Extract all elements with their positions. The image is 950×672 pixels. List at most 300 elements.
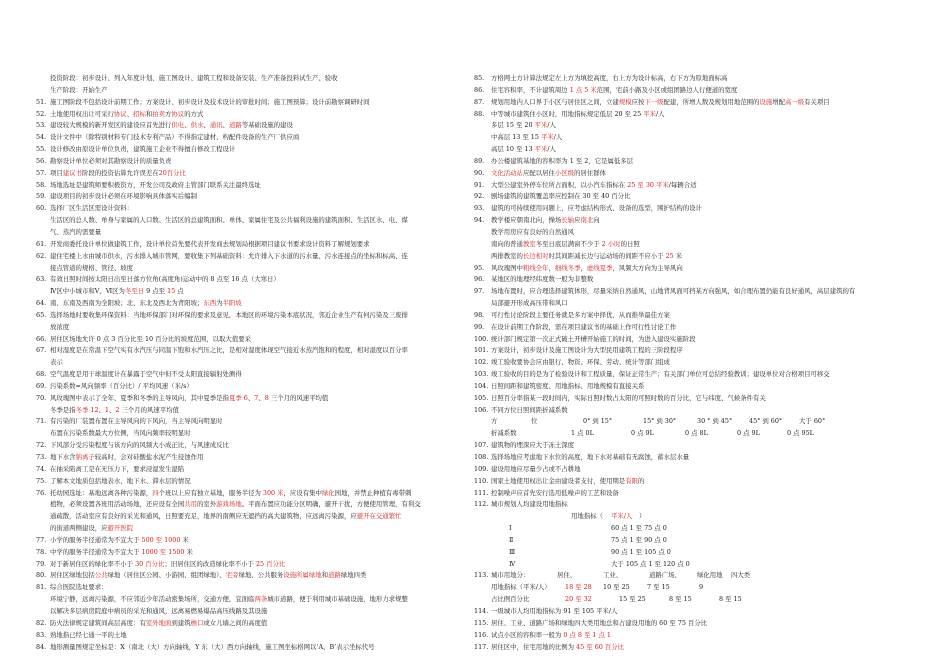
line-text: 为 <box>216 299 223 308</box>
left-column <box>36 73 456 653</box>
line-text: 表示 <box>50 358 63 367</box>
line-text: 投资阶段：初步设计、列入年度计划、施工图设计、建筑工程和设备安装、生产准备投料试生产、验收 <box>50 74 338 82</box>
line-text: 等基础设施的建设 <box>241 121 293 130</box>
text-line <box>36 488 456 500</box>
line-text: 开发商委托设计单位做建筑工作，设计单位首先要代表开发商去规划局根据项目建议书要求设计资料了解规划要求 <box>50 239 370 248</box>
table-cell: 30 ° 到 45° <box>697 417 733 426</box>
line-text: 地形测量图规定坐标是：X（南北（大）方向轴线，Y 东（大）西方向轴线，施工图坐标格网以‘A、B’表示坐标代号 <box>50 642 375 651</box>
text-line <box>36 263 456 275</box>
line-text: 设计修改由原设计单位负责，建筑施工企业不得擅自修改工程设计 <box>50 145 236 154</box>
highlighted-text: 游戏场地 <box>216 500 242 509</box>
line-text: 有关项目 <box>804 97 830 106</box>
line-text: 竣工验收要协会应由银行、物资、环保、劳动、统计等部门组成 <box>491 358 670 367</box>
text-line <box>36 191 456 203</box>
item-number: 90. <box>474 168 485 177</box>
item-number: 88. <box>474 109 485 118</box>
item-number: 56. <box>36 156 47 165</box>
line-text: 的室外 <box>196 500 217 509</box>
text-line <box>474 239 924 251</box>
table-cell: 位 <box>531 417 538 426</box>
line-text: 地下水含 <box>50 453 76 461</box>
highlighted-text: 道路 <box>228 121 242 130</box>
text-line <box>474 357 924 369</box>
table-cell: 9 <box>699 583 704 592</box>
text-line <box>36 393 456 405</box>
line-text: 中学的服务半径通常为不宜大于 <box>50 547 142 556</box>
highlighted-text: 8 <box>264 393 269 402</box>
text-line <box>36 286 456 298</box>
item-number: 94. <box>474 216 485 225</box>
line-text: 南、东南及西南为全阳坡；北、东北及西北为背阳坡； <box>50 299 204 308</box>
table-cell: 0 点 8L <box>685 429 708 438</box>
text-line <box>474 286 924 298</box>
highlighted-text: 虚线夏季 <box>586 263 613 272</box>
line-text: 增配 <box>772 97 785 106</box>
line-text: 住宅容积率，不计建筑周边 <box>491 85 570 94</box>
line-text: 试点小区的容积率一般为 <box>491 630 564 639</box>
line-text: 米 <box>180 535 189 544</box>
text-line <box>36 570 456 582</box>
highlighted-text: 共用 <box>184 500 197 509</box>
line-text: 的日照 <box>620 239 640 248</box>
item-number: 53. <box>36 121 47 130</box>
highlighted-text: 通讯 <box>209 121 223 130</box>
item-number: 112. <box>474 500 489 509</box>
table-cell: Ⅳ <box>509 559 516 568</box>
highlighted-text: 长轴 <box>561 216 575 225</box>
item-number: 92. <box>474 192 485 201</box>
table-cell: 道路广场、 <box>649 571 681 580</box>
line-text: 建筑的可持续使用问题上，应考虑结构形式、设备的选型，围护结构的设计 <box>491 204 702 213</box>
line-text: 局部避开形成高压带和风口 <box>491 299 568 308</box>
item-number: 83. <box>36 630 47 639</box>
text-line <box>474 215 924 227</box>
highlighted-text: 高一级 <box>784 97 805 106</box>
highlighted-text: 夏季 <box>228 393 242 402</box>
highlighted-text: 平米 <box>643 109 656 118</box>
line-text: 下风部分受污染程度与该方向的风频大小成正比，与风速成反比 <box>50 441 229 450</box>
line-text: 方案设计，初步设计及施工图设计为大型民用建筑工程的三阶段程序 <box>491 346 683 355</box>
line-text: 植物，必须设置各班用活动场地，还应设有全园 <box>50 500 185 509</box>
text-line <box>474 251 924 263</box>
line-text: /每辆合适 <box>668 180 697 189</box>
table-cell: 折减系数 <box>491 429 517 438</box>
table-cell: 0 点 9L <box>631 429 654 438</box>
highlighted-text: 避开在交通繁忙 <box>356 512 402 521</box>
line-text: 空气温度是用干球温度计在暴露于空气中但不受太阳直接辐射处测得 <box>50 370 242 379</box>
line-text: 。平面布置应功能分区明确，避开干扰，方便使用管理，有利交 <box>241 500 421 509</box>
line-text: 项目 <box>50 168 63 177</box>
line-text: 居住区中，住宅用地的比例为 <box>491 642 577 651</box>
line-text: 绿地（居住区公园、小游园、组团绿地）、 <box>107 571 226 580</box>
line-text: /人 <box>655 109 665 118</box>
text-line <box>36 499 456 511</box>
highlighted-text: 供电 <box>171 121 185 130</box>
line-text: 三个月的风速平均值 <box>119 405 179 414</box>
item-number: 87. <box>474 97 485 106</box>
item-number: 59. <box>36 192 47 201</box>
text-line <box>474 570 924 582</box>
highlighted-text: 避开医院 <box>107 524 134 533</box>
line-text: 选择场地应考虑地下水位的高度，地下水对基础有无腐蚀，蓄水层水量 <box>491 453 690 461</box>
text-line <box>36 357 456 369</box>
highlighted-text: 25 百分比 <box>255 559 286 568</box>
line-text: 教学楼应朝南北向，操场 <box>491 216 562 225</box>
line-text: 、 <box>108 405 116 414</box>
line-text: 布置在污染系数最大方位侧，当风向频率较明显时 <box>50 429 191 438</box>
text-line <box>36 452 456 464</box>
item-number: 101. <box>474 346 489 355</box>
text-line <box>474 369 924 381</box>
table-cell: 60 点 1 至 75 点 0 <box>611 524 667 533</box>
line-text: 居住区绿地包括 <box>50 571 95 580</box>
line-text: 三个月的风速平均值 <box>268 393 329 402</box>
line-text: 风玫瑰图中 <box>491 263 523 272</box>
table-cell: 8 至 15 <box>669 595 692 604</box>
line-text: 有效日照时间按太阳日出至日落方位角(高度角)运动中的 8 点至 16 点（大寒日） <box>50 275 280 284</box>
item-number: 105. <box>474 393 489 402</box>
highlighted-text: 设施 <box>759 97 773 106</box>
text-line <box>36 476 456 488</box>
line-text: 建筑物的埋深应大于冻土深度 <box>491 441 575 450</box>
text-line <box>36 630 456 642</box>
item-number: 106. <box>474 405 489 414</box>
line-text: 选择场地时要收集环保资料：当地环保部门对环保的要求及意见，本地区的环境污染本底状况，邻近企业生产有何污染及三废排 <box>50 310 408 319</box>
text-line <box>36 310 456 322</box>
line-text: 控制噪声应首先安行选用低噪声的工艺和设备 <box>491 488 619 497</box>
line-text: Ⅳ区中小城市和Ⅴ、Ⅵ区为 <box>50 287 125 296</box>
line-text: ， <box>580 263 587 272</box>
item-number: 51. <box>36 97 47 106</box>
line-text: 土地使用权出让可采行 <box>50 109 114 118</box>
line-text: 米 <box>673 251 683 260</box>
item-number: 52. <box>36 109 47 118</box>
line-text: 9 点至 <box>144 287 168 296</box>
line-text: 综合医院选址要求： <box>50 583 108 592</box>
table-cell: Ⅰ <box>509 524 512 533</box>
line-text: 生活区的总人数、单身与家属的人口数、生活区的总建筑面积、单体、家属住宅及公共福利设施的建筑面积、生活区水、电、煤 <box>50 216 408 225</box>
text-line <box>474 227 924 239</box>
item-number: 71. <box>36 417 47 426</box>
table-cell: 18 至 28 <box>565 583 592 592</box>
highlighted-text: 平米 <box>534 121 548 130</box>
text-line <box>36 334 456 346</box>
line-text: 设计文件中（除特别材料专门技术专利产品）不得指定建材、构配件设备的生产厂供应商 <box>50 133 300 142</box>
line-text: 在抽采陷离工是在无压力下，要求浸湿发生湿陷 <box>50 464 185 473</box>
item-number: 75. <box>36 476 47 485</box>
item-number: 67. <box>36 346 47 355</box>
text-line <box>474 73 924 85</box>
line-text: 向 <box>593 216 600 225</box>
item-number: 77. <box>36 535 47 544</box>
highlighted-text: 45 至 60 百分比 <box>576 642 625 651</box>
line-text: 冬至日底层满窗不少于 <box>535 239 602 248</box>
item-number: 111. <box>474 488 489 497</box>
text-line <box>474 298 924 310</box>
text-line <box>36 132 456 144</box>
text-line <box>36 203 456 215</box>
text-line <box>36 642 456 654</box>
line-text: /人 <box>547 145 556 154</box>
text-line <box>36 559 456 571</box>
text-line <box>36 97 456 109</box>
highlighted-text: 道路 <box>328 571 341 580</box>
text-line <box>36 322 456 334</box>
table-cell: 0° 到 15° <box>583 417 613 426</box>
highlighted-text: 平米 <box>534 145 548 154</box>
highlighted-text: 冬至日 <box>124 287 145 296</box>
line-text: 建住宅楼上水由城市供水，污水排入城市管网，要收集下列基础资料：允许排入下水道的污水量、污水连接点的坐标和标高、连 <box>50 251 408 260</box>
highlighted-text: 绿化 <box>321 488 335 497</box>
text-line <box>474 263 924 275</box>
highlighted-text: 宅旁 <box>225 571 239 580</box>
item-number: 68. <box>36 370 47 379</box>
line-text: 、 <box>98 405 105 414</box>
highlighted-text: 长边相对 <box>522 251 549 260</box>
item-number: 57. <box>36 168 47 177</box>
text-line <box>474 606 924 618</box>
item-number: 97. <box>474 287 485 296</box>
text-line <box>36 369 456 381</box>
text-line <box>36 180 456 192</box>
table-cell: 工业、 <box>603 571 623 580</box>
highlighted-text: 教室 <box>522 239 536 248</box>
line-text: 建设项目的初步设计必须在环境影响具体落实后编制 <box>50 192 197 201</box>
highlighted-text: 1000 至 1500 <box>141 547 185 556</box>
text-line <box>36 523 456 535</box>
item-number: 82. <box>36 618 47 627</box>
line-text: 到建筑 <box>171 618 191 627</box>
table-cell: 平米/人 <box>611 512 633 521</box>
line-text: 污染系数=风向频率（百分比）/ 平均风速（米/s） <box>50 381 193 390</box>
text-line <box>36 618 456 630</box>
table-cell: 四大类 <box>731 571 751 580</box>
line-text: 熟地指已经七通一平的土地 <box>50 630 127 639</box>
line-text: 绿地四类 <box>340 571 367 580</box>
highlighted-text: 小区级 <box>554 168 575 177</box>
text-line <box>36 416 456 428</box>
text-line <box>36 428 456 440</box>
line-text: 场地选址是建筑师要积极资方，开发公司及政府主管部门联系关注最终选址 <box>50 180 261 189</box>
text-line <box>36 85 456 97</box>
text-line <box>36 464 456 476</box>
table-cell: 0 点 9L <box>737 429 760 438</box>
item-number: 72. <box>36 441 47 450</box>
text-line <box>474 476 924 488</box>
highlighted-text: 细线冬季 <box>554 263 581 272</box>
table-cell: 占比例百分比 <box>491 595 530 604</box>
line-text: ， <box>548 263 555 272</box>
text-line <box>474 322 924 334</box>
line-text: 了解本文地质包括地表水、地下水、滞水层的情况 <box>50 476 191 485</box>
item-number: 117. <box>474 642 489 651</box>
table-cell: 15° 到 30° <box>643 417 677 426</box>
text-line <box>474 203 924 215</box>
highlighted-text: 25 至 30 平米 <box>627 180 669 189</box>
line-text: 的街道两侧建设，应 <box>50 524 108 533</box>
line-text: 、 <box>258 393 265 402</box>
line-text: 或女儿墙之间的高度值 <box>203 618 268 627</box>
line-text: 竣工验收的目的是为了检验设计和工程质量，保证正常生产；有关部门单位可总结经验教训；建设单位对合格项目可移交 <box>491 370 830 379</box>
item-number: 80. <box>36 571 47 580</box>
text-line <box>474 464 924 476</box>
item-number: 104. <box>474 381 489 390</box>
item-number: 61. <box>36 239 47 248</box>
text-line <box>474 345 924 357</box>
highlighted-text: 1 <box>104 405 109 414</box>
table-cell: 1 点 0L <box>571 429 594 438</box>
text-line <box>474 618 924 630</box>
text-line <box>474 547 924 559</box>
text-line <box>474 416 924 428</box>
text-line <box>36 606 456 618</box>
text-line <box>36 274 456 286</box>
highlighted-text: 20百分比 <box>158 168 186 177</box>
highlighted-text: 协议 <box>171 109 185 118</box>
text-line <box>474 428 924 440</box>
highlighted-text: 钠离子 <box>75 453 95 461</box>
highlighted-text: 2 <box>115 405 120 414</box>
text-line <box>474 440 924 452</box>
line-text: 施工图阶段不包括设计前期工作；方案设计、初步设计及技术设计的审批时间；施工图预算；设计前勘察调研时间 <box>50 97 370 106</box>
text-line <box>36 547 456 559</box>
text-line <box>36 239 456 251</box>
line-text: 、 <box>126 109 134 118</box>
line-text: 较高时，会对硅酸盐水泥产生侵蚀作用 <box>94 453 204 461</box>
item-number: 95. <box>474 263 485 272</box>
text-line <box>474 274 924 286</box>
text-line <box>36 144 456 156</box>
line-text: 、 <box>203 121 210 130</box>
table-cell: 20 至 32 <box>565 595 592 604</box>
text-line <box>474 511 924 523</box>
highlighted-text: 拍卖 <box>152 109 166 118</box>
line-text: 某地区的地理经纬度数一般为非整数 <box>491 275 594 284</box>
text-line <box>36 109 456 121</box>
item-number: 103. <box>474 370 489 379</box>
highlighted-text: 室外地面 <box>145 618 172 627</box>
table-cell: 7 至 15 <box>647 583 670 592</box>
table-cell: Ⅲ <box>509 547 516 556</box>
line-text: 方格网土方计算法规定左上方为填挖高度，右上方为设计标高，右下方为原地面标高 <box>491 74 728 82</box>
line-text: 以解决多层病房院庭中病员的采光和通风，远离易燃易爆品高压线路及其设施 <box>50 606 268 615</box>
table-cell: 10 至 25 <box>603 583 630 592</box>
text-line <box>36 345 456 357</box>
line-text: 两排教室的 <box>491 251 523 260</box>
highlighted-text: 檐口 <box>190 618 204 627</box>
item-number: 79. <box>36 559 47 568</box>
text-line <box>474 85 924 97</box>
line-text: 有污染的厂装置布置在主导风向的下风向，当主导风向明显时 <box>50 417 223 426</box>
line-text: 可行性讨论阶段主要任务就是多方案中择优，从而推举最佳方案 <box>491 310 670 319</box>
item-number: 99. <box>474 322 485 331</box>
line-text: /人 <box>547 121 556 130</box>
text-line <box>474 120 924 132</box>
text-line <box>36 120 456 132</box>
highlighted-text: 供水 <box>190 121 204 130</box>
line-text: 个班以上应有独立基地，服务半径为 <box>158 488 263 497</box>
table-cell: Ⅱ <box>509 535 514 544</box>
text-line <box>474 381 924 393</box>
line-text: 一级城市人均用地指标为 91 至 105 平米/人 <box>491 606 618 615</box>
item-number: 110. <box>474 476 489 485</box>
line-text: 居住区场地允许 0 点 3 百分比至 10 百分比的坡度范围，以取大值要采 <box>50 334 251 343</box>
highlighted-text: 15 <box>167 287 176 296</box>
text-line <box>36 535 456 547</box>
highlighted-text: 500 至 1000 <box>141 535 181 544</box>
highlighted-text: 半阳坡 <box>222 299 242 308</box>
line-text: 剧场建筑的建筑覆盖率应控制在 30 至 40 百分比 <box>491 192 631 201</box>
highlighted-text: 招标 <box>133 109 146 118</box>
line-text: 南向的普通 <box>491 239 523 248</box>
line-text: 通疏散，活动室应有良好的采光和通风，日照要充足，地界的南侧应无遮挡的高大建筑物，应远离污染源，应 <box>50 512 357 521</box>
line-text: 居住、工业、道路广场和绿地四大类用地总和占建设用地的 60 至 75 百分比 <box>491 618 708 627</box>
line-text: ；旧居住区的改造绿化率不小于 <box>164 559 256 568</box>
line-text: 不同方位日照间距折减系数 <box>491 405 568 414</box>
text-line <box>474 191 924 203</box>
line-text: 方 <box>165 109 172 118</box>
text-line <box>36 511 456 523</box>
table-cell: 90 点 1 至 105 点 0 <box>611 547 671 556</box>
line-text: 选择厂区生活区需设计资料： <box>50 204 134 213</box>
table-cell: 绿化用地 <box>697 571 723 580</box>
item-number: 76. <box>36 488 47 497</box>
line-text: 米 <box>184 547 193 556</box>
item-number: 113. <box>474 571 489 580</box>
line-text: 教学用房应有良好的自然通风 <box>491 227 575 236</box>
item-number: 55. <box>36 145 47 154</box>
text-line <box>474 334 924 346</box>
item-number: 85. <box>474 74 485 82</box>
highlighted-text: 冬季 12 <box>75 405 99 414</box>
line-text: 阶段的投资估算允许误差在 <box>81 168 159 177</box>
item-number: 108. <box>474 453 489 461</box>
item-number: 84. <box>36 642 47 651</box>
table-cell: 城市用地分： <box>491 571 530 580</box>
line-text: 、 <box>184 121 191 130</box>
text-line <box>36 582 456 594</box>
line-text: 对于新居住区的绿化率不小于 <box>50 559 136 568</box>
text-line <box>474 582 924 594</box>
line-text: 办公楼建筑基地的容积率为 1 至 2，它是属低多层 <box>491 156 634 165</box>
item-number: 65. <box>36 310 47 319</box>
line-text: 环境宁静，远离污染源，不应邻近少年活动密集场所，交通方便，宜面临 <box>50 595 255 604</box>
highlighted-text: 25 <box>665 251 674 260</box>
item-number: 63. <box>36 275 47 284</box>
text-line <box>474 499 924 511</box>
text-line <box>474 132 924 144</box>
table-cell: 0 点 95L <box>787 429 814 438</box>
text-line <box>474 559 924 571</box>
text-line <box>36 594 456 606</box>
line-text: ，风频大方向为主导风向 <box>612 263 683 272</box>
text-line <box>36 227 456 239</box>
highlighted-text: 6 <box>243 393 248 402</box>
highlighted-text: 南北 <box>580 216 594 225</box>
line-text: 统计部门规定第一次正式破土开槽开始施工的时间，为进入建设实施阶段 <box>491 334 696 343</box>
line-text: 大型公建室外停车位所占面积，以小汽车指标在 <box>491 180 628 189</box>
text-line <box>474 630 924 642</box>
table-cell: 用地指标（ <box>571 512 603 521</box>
line-text: 和 <box>145 109 153 118</box>
item-number: 66. <box>36 334 47 343</box>
line-text: 日照间距和建筑密度、用地指标、用地规模有直接关系 <box>491 381 645 390</box>
item-number: 62. <box>36 251 47 260</box>
line-text: ，应设有集中 <box>283 488 322 497</box>
item-number: 93. <box>474 204 485 213</box>
text-line <box>36 440 456 452</box>
item-number: 96. <box>474 275 485 284</box>
